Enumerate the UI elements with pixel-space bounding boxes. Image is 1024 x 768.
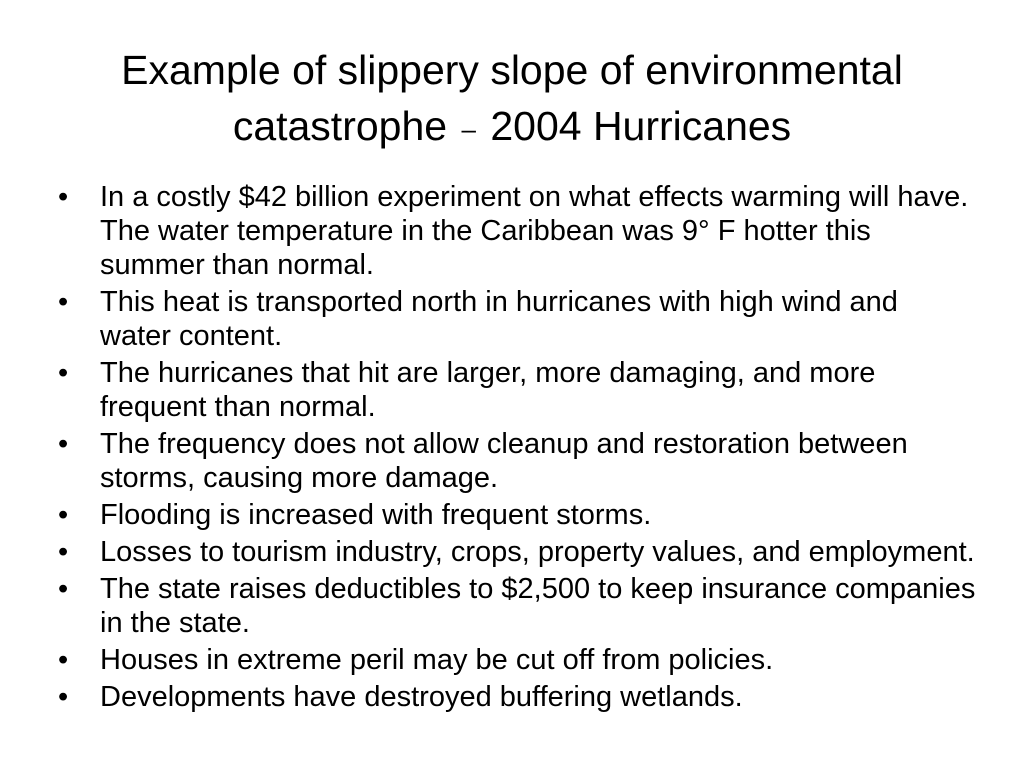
title-dash: –: [461, 114, 476, 144]
bullet-icon: •: [58, 681, 69, 713]
slide-title: [40, 42, 984, 157]
bullet-icon: •: [58, 536, 69, 568]
bullet-icon: •: [58, 357, 69, 389]
bullet-icon: •: [58, 499, 69, 531]
title-line-2-start: catastrophe: [232, 103, 448, 149]
bullet-item: [56, 535, 976, 569]
bullet-text: Houses in extreme peril may be cut off from policies.: [100, 644, 774, 676]
bullet-item: [56, 427, 976, 495]
bullet-text: This heat is transported north in hurricanes with high wind and water content.: [100, 286, 898, 352]
bullet-item: [56, 285, 976, 353]
title-line-2-end: 2004 Hurricanes: [490, 103, 792, 149]
title-line-1: Example of slippery slope of environmental: [121, 47, 903, 93]
bullet-text: In a costly $42 billion experiment on what effects warming will have. The water temperature in the Caribbean was 9° F hotter this summer than normal.: [100, 181, 969, 281]
bullet-item: [56, 356, 976, 424]
bullet-text: The hurricanes that hit are larger, more damaging, and more frequent than normal.: [100, 357, 876, 423]
bullet-text: The state raises deductibles to $2,500 to keep insurance companies in the state.: [100, 573, 976, 639]
bullet-item: [56, 180, 976, 282]
bullet-text: Losses to tourism industry, crops, property values, and employment.: [100, 536, 975, 568]
bullet-icon: •: [58, 181, 69, 213]
bullet-item: [56, 572, 976, 640]
title-line-2: [40, 98, 984, 157]
bullet-item: [56, 498, 976, 532]
bullet-icon: •: [58, 573, 69, 605]
bullet-icon: •: [58, 428, 69, 460]
bullet-icon: •: [58, 644, 69, 676]
bullet-list: [56, 180, 976, 717]
bullet-text: The frequency does not allow cleanup and restoration between storms, causing more damage.: [100, 428, 908, 494]
bullet-text: Flooding is increased with frequent storms.: [100, 499, 652, 531]
bullet-icon: •: [58, 286, 69, 318]
bullet-item: [56, 680, 976, 714]
bullet-item: [56, 643, 976, 677]
bullet-text: Developments have destroyed buffering wetlands.: [100, 681, 743, 713]
